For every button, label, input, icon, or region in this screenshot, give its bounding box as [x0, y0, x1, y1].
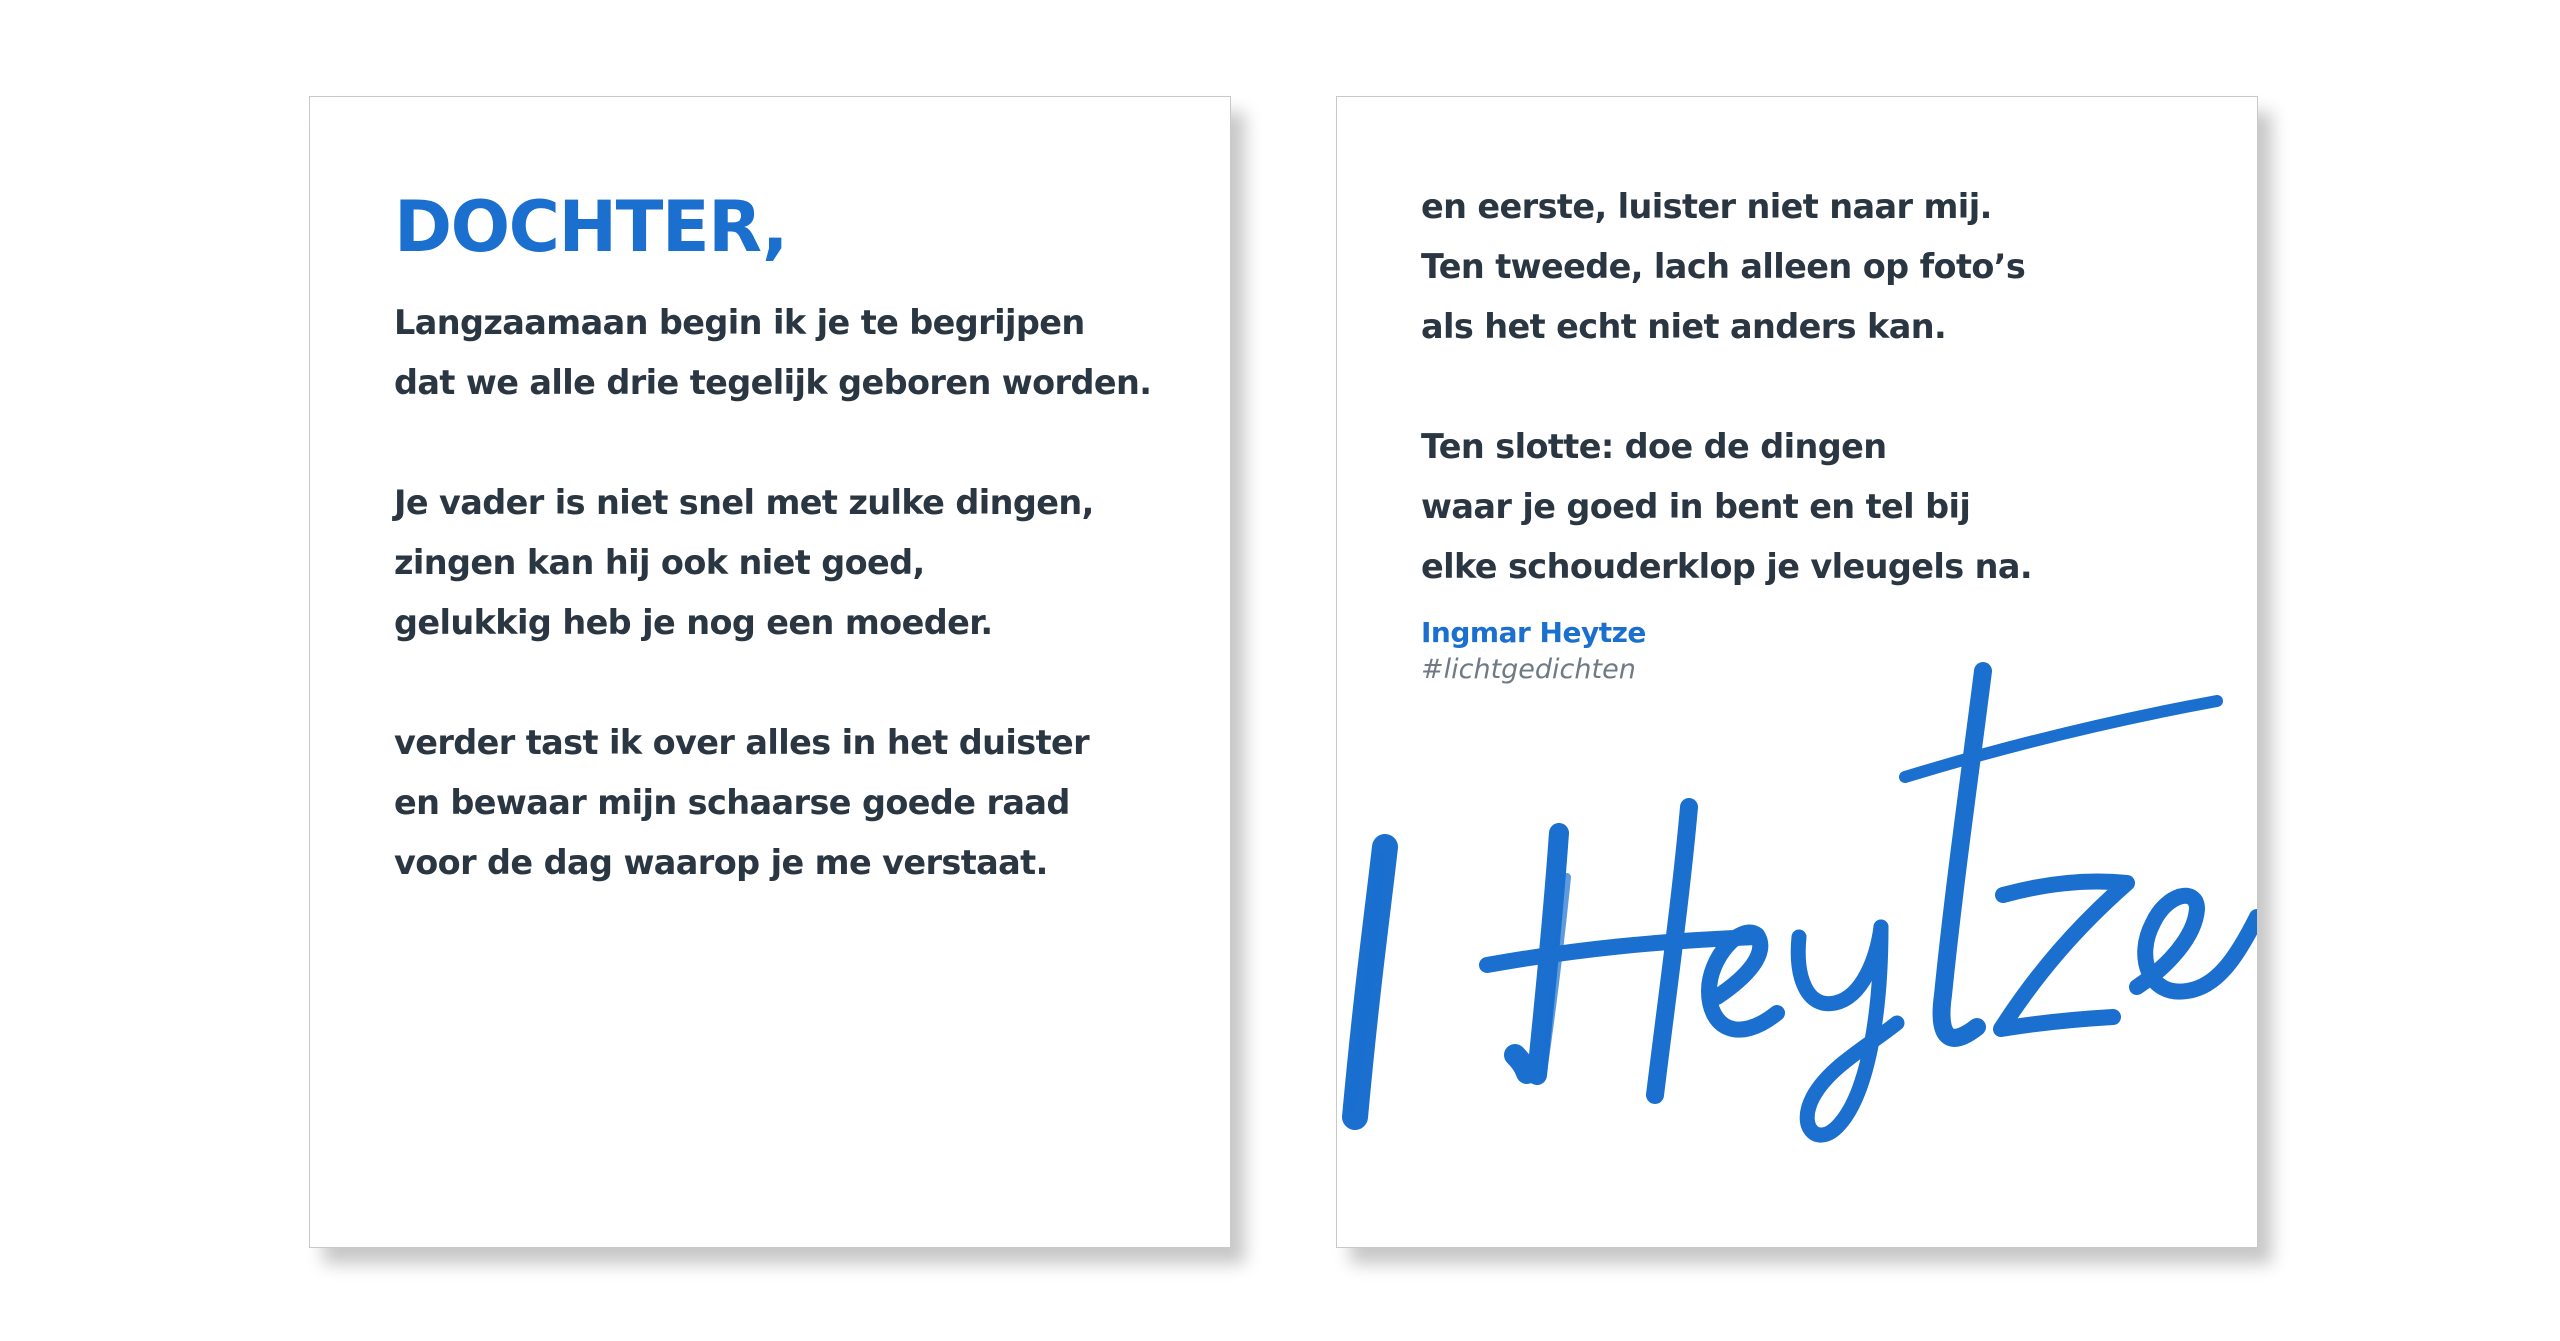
poem-line: gelukkig heb je nog een moeder.: [394, 603, 993, 642]
poem-line: dat we alle drie tegelijk geboren worden.: [394, 363, 1152, 402]
poem-line: en eerste, luister niet naar mij.: [1421, 187, 1992, 226]
poem-title: DOCHTER,: [394, 186, 787, 268]
poem-line: en bewaar mijn schaarse goede raad: [394, 783, 1070, 822]
signature-logo: [1337, 657, 2258, 1217]
poem-line: elke schouderklop je vleugels na.: [1421, 547, 2033, 586]
poem-line: zingen kan hij ook niet goed,: [394, 543, 925, 582]
poem-line: Je vader is niet snel met zulke dingen,: [394, 483, 1094, 522]
poem-body-right: [1421, 177, 2032, 597]
stanza-4: [1421, 177, 2032, 357]
stanza-1: [394, 293, 1151, 413]
poem-line: waar je goed in bent en tel bij: [1421, 487, 1971, 526]
stanza-5: [1421, 417, 2032, 597]
poem-line: als het echt niet anders kan.: [1421, 307, 1947, 346]
poem-card-left: [309, 96, 1231, 1248]
poem-line: Langzaamaan begin ik je te begrijpen: [394, 303, 1085, 342]
stanza-3: [394, 713, 1151, 893]
poem-line: Ten slotte: doe de dingen: [1421, 427, 1887, 466]
author-name: Ingmar Heytze: [1421, 616, 1646, 649]
hashtag: #lichtgedichten: [1421, 654, 1636, 685]
poem-card-right: [1336, 96, 2258, 1248]
poem-line: verder tast ik over alles in het duister: [394, 723, 1090, 762]
poem-line: Ten tweede, lach alleen op foto’s: [1421, 247, 2026, 286]
stanza-2: [394, 473, 1151, 653]
poem-line: voor de dag waarop je me verstaat.: [394, 843, 1048, 882]
poem-body-left: [394, 293, 1151, 893]
